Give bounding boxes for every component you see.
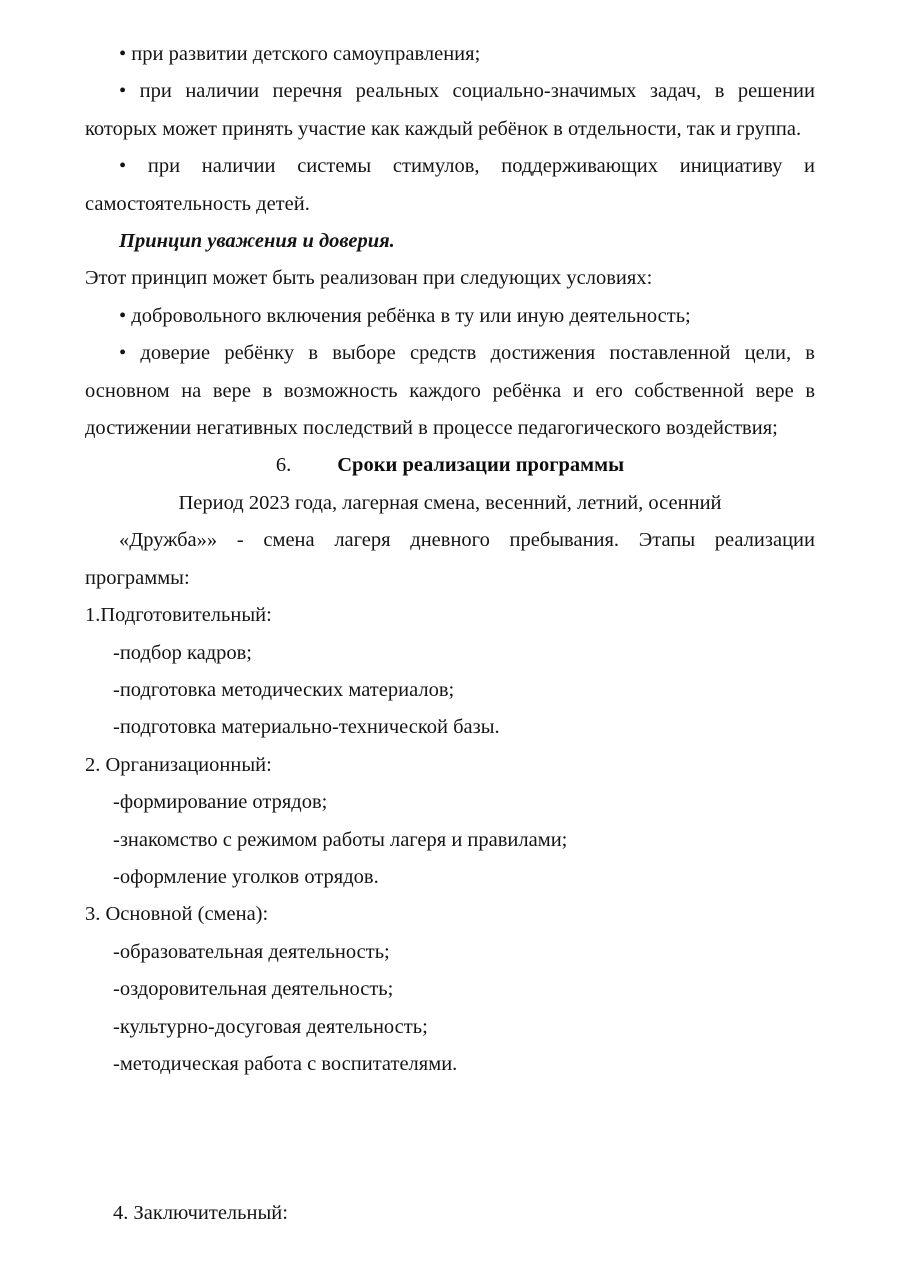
stage-1-item-3: -подготовка материально-технической базы. [113, 716, 500, 739]
section-number: 6. [275, 454, 292, 477]
stage-1-title: 1.Подготовительный: [85, 604, 272, 627]
stage-2-item-2: -знакомство с режимом работы лагеря и правилами; [113, 828, 568, 851]
stage-1-item-1: -подбор кадров; [113, 641, 252, 664]
stage-3-item-1: -образовательная деятельность; [113, 940, 390, 963]
paragraph-bullet-2: • при наличии перечня реальных социально-значимых задач, в решении которых может принять участие как каждый ребёнок в отдельности, так и группа. [85, 80, 821, 140]
paragraph-bullet-4: • добровольного включения ребёнка в ту или иную деятельность; [119, 304, 691, 327]
paragraph-bullet-1: • при развитии детского самоуправления; [119, 43, 481, 65]
section-heading-6 [85, 447, 815, 484]
camp-shift-paragraph: «Дружба»» - смена лагеря дневного пребывания. Этапы реализации программы: [85, 529, 821, 589]
stage-4-title: 4. Заключительный: [113, 1202, 288, 1225]
paragraph-bullet-5: • доверие ребёнку в выборе средств достижения поставленной цели, в основном на вере в возможность каждого ребёнка и его собственной вере в достижении негативных последствий в процессе педагогического воздействия; [85, 342, 821, 440]
principle-heading: Принцип уважения и доверия. [119, 230, 395, 253]
stage-2-item-1: -формирование отрядов; [113, 791, 328, 814]
page-break-gap [85, 1083, 815, 1195]
stage-3-item-2: -оздоровительная деятельность; [113, 978, 394, 1001]
principle-lead-in: Этот принцип может быть реализован при следующих условиях: [85, 267, 653, 290]
stage-2-title: 2. Организационный: [85, 753, 272, 776]
stage-3-item-3: -культурно-досуговая деятельность; [113, 1015, 428, 1038]
stage-3-item-4: -методическая работа с воспитателями. [113, 1052, 458, 1075]
stage-2-item-3: -оформление уголков отрядов. [113, 865, 379, 888]
section-title: Сроки реализации программы [337, 454, 625, 477]
document-body [85, 36, 821, 1233]
period-line: Период 2023 года, лагерная смена, весенний, летний, осенний [178, 491, 722, 514]
stage-3-title: 3. Основной (смена): [85, 903, 269, 926]
stage-1-item-2: -подготовка методических материалов; [113, 678, 455, 701]
paragraph-bullet-3: • при наличии системы стимулов, поддерживающих инициативу и самостоятельность детей. [85, 155, 821, 215]
